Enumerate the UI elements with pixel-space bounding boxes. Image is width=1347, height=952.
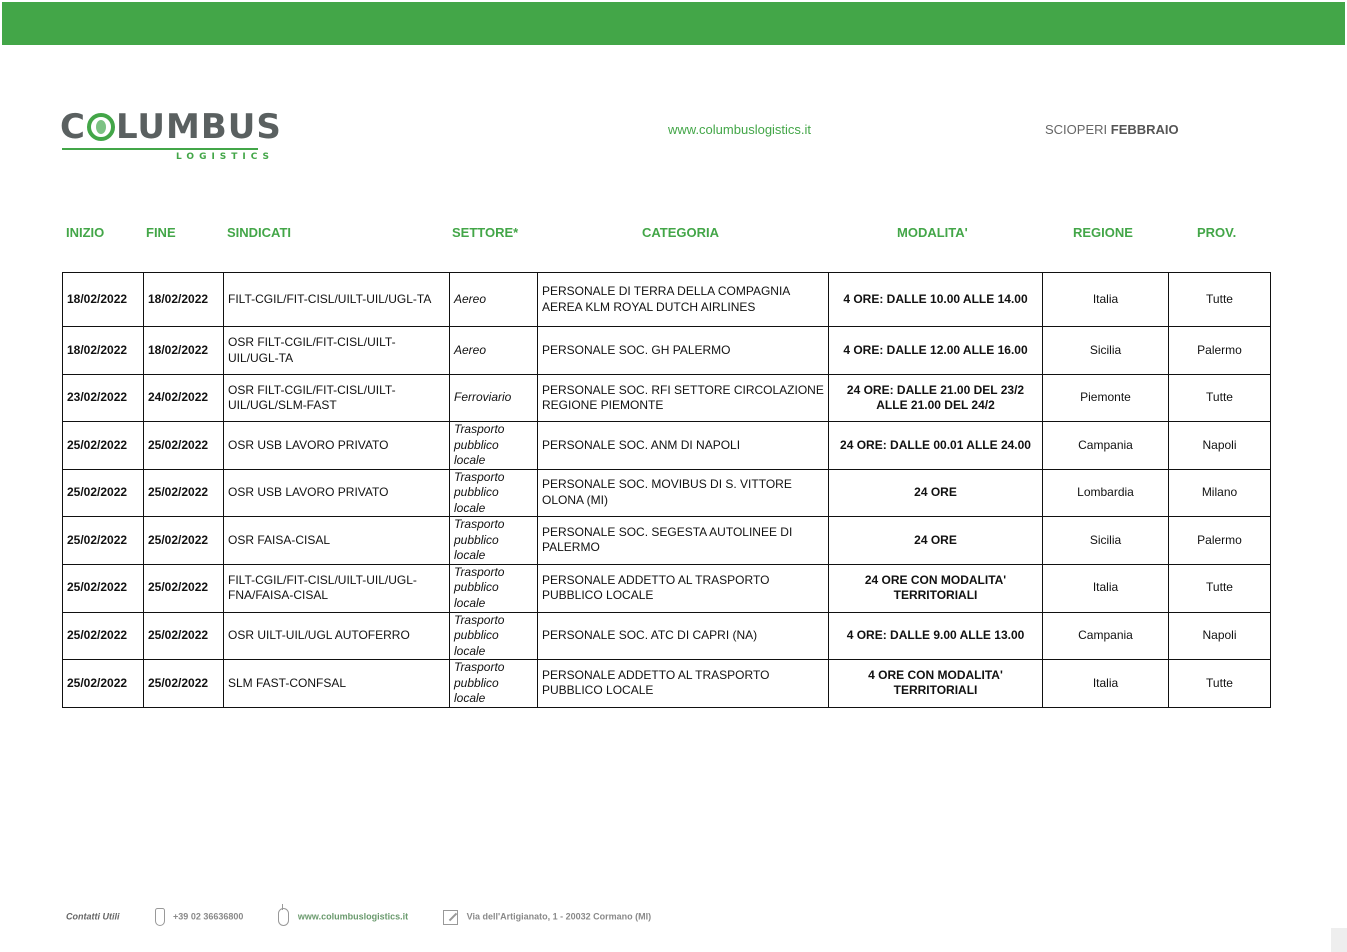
logo-subtitle: LOGISTICS: [176, 152, 275, 162]
cell-regione: Sicilia: [1043, 327, 1169, 375]
cell-sindicati: FILT-CGIL/FIT-CISL/UILT-UIL/UGL-TA: [224, 273, 450, 327]
footer-label: Contatti Utili: [66, 911, 120, 922]
cell-categoria: PERSONALE SOC. RFI SETTORE CIRCOLAZIONE REGIONE PIEMONTE: [538, 375, 829, 422]
cell-prov: Napoli: [1169, 422, 1271, 470]
cell-prov: Tutte: [1169, 660, 1271, 708]
cell-fine: 18/02/2022: [144, 327, 224, 375]
cell-fine: 25/02/2022: [144, 660, 224, 708]
cell-regione: Italia: [1043, 660, 1169, 708]
cell-categoria: PERSONALE SOC. ATC DI CAPRI (NA): [538, 612, 829, 660]
cell-categoria: PERSONALE SOC. GH PALERMO: [538, 327, 829, 375]
column-header-settore: SETTORE*: [452, 225, 519, 240]
cell-prov: Palermo: [1169, 517, 1271, 565]
cell-inizio: 25/02/2022: [63, 469, 144, 517]
cell-prov: Tutte: [1169, 564, 1271, 612]
cell-modalita: 24 ORE: DALLE 21.00 DEL 23/2 ALLE 21.00 DEL 24/2: [829, 375, 1043, 422]
cell-modalita: 4 ORE: DALLE 9.00 ALLE 13.00: [829, 612, 1043, 660]
column-header-prov: PROV.: [1197, 225, 1237, 240]
cell-regione: Italia: [1043, 273, 1169, 327]
cell-sindicati: OSR FILT-CGIL/FIT-CISL/UILT-UIL/UGL-TA: [224, 327, 450, 375]
footer-website[interactable]: www.columbuslogistics.it: [297, 911, 409, 922]
cell-categoria: PERSONALE DI TERRA DELLA COMPAGNIA AEREA KLM ROYAL DUTCH AIRLINES: [538, 273, 829, 327]
table-row: [63, 469, 1271, 517]
cell-modalita: 4 ORE CON MODALITA' TERRITORIALI: [829, 660, 1043, 708]
cell-sindicati: SLM FAST-CONFSAL: [224, 660, 450, 708]
cell-fine: 25/02/2022: [144, 612, 224, 660]
cell-categoria: PERSONALE SOC. MOVIBUS DI S. VITTORE OLONA (MI): [538, 469, 829, 517]
cell-settore: Trasporto pubblico locale: [450, 469, 538, 517]
logo-wordmark: C LUMBUS: [60, 107, 282, 147]
cell-prov: Tutte: [1169, 375, 1271, 422]
cell-sindicati: OSR FAISA-CISAL: [224, 517, 450, 565]
cell-fine: 25/02/2022: [144, 469, 224, 517]
logo-underline: [62, 148, 258, 150]
cell-sindicati: OSR USB LAVORO PRIVATO: [224, 469, 450, 517]
column-header-categoria: CATEGORIA: [642, 225, 720, 240]
cell-inizio: 25/02/2022: [63, 517, 144, 565]
column-header-regione: REGIONE: [1073, 225, 1133, 240]
cell-modalita: 4 ORE: DALLE 12.00 ALLE 16.00: [829, 327, 1043, 375]
cell-regione: Campania: [1043, 612, 1169, 660]
cell-fine: 25/02/2022: [144, 422, 224, 470]
cell-fine: 25/02/2022: [144, 564, 224, 612]
cell-inizio: 25/02/2022: [63, 612, 144, 660]
cell-regione: Piemonte: [1043, 375, 1169, 422]
page-corner: [1331, 928, 1347, 952]
cell-prov: Tutte: [1169, 273, 1271, 327]
cell-modalita: 24 ORE: [829, 517, 1043, 565]
footer-phone[interactable]: +39 02 36636800: [173, 911, 244, 922]
column-header-fine: FINE: [146, 225, 176, 240]
cell-settore: Aereo: [450, 327, 538, 375]
cell-regione: Lombardia: [1043, 469, 1169, 517]
cell-categoria: PERSONALE ADDETTO AL TRASPORTO PUBBLICO LOCALE: [538, 564, 829, 612]
cell-inizio: 25/02/2022: [63, 422, 144, 470]
cell-settore: Trasporto pubblico locale: [450, 564, 538, 612]
footer-contacts: [66, 908, 651, 926]
cell-fine: 25/02/2022: [144, 517, 224, 565]
column-header-modalita: MODALITA': [897, 225, 968, 240]
cell-settore: Trasporto pubblico locale: [450, 660, 538, 708]
edit-icon: [443, 910, 458, 925]
cell-settore: Aereo: [450, 273, 538, 327]
cell-fine: 18/02/2022: [144, 273, 224, 327]
cell-regione: Sicilia: [1043, 517, 1169, 565]
table-row: [63, 517, 1271, 565]
cell-settore: Trasporto pubblico locale: [450, 612, 538, 660]
phone-icon: [155, 908, 165, 926]
cell-inizio: 23/02/2022: [63, 375, 144, 422]
table-row: [63, 612, 1271, 660]
table-row: [63, 660, 1271, 708]
cell-sindicati: OSR FILT-CGIL/FIT-CISL/UILT-UIL/UGL/SLM-FAST: [224, 375, 450, 422]
cell-settore: Ferroviario: [450, 375, 538, 422]
cell-prov: Palermo: [1169, 327, 1271, 375]
cell-inizio: 25/02/2022: [63, 660, 144, 708]
cell-inizio: 25/02/2022: [63, 564, 144, 612]
cell-categoria: PERSONALE ADDETTO AL TRASPORTO PUBBLICO LOCALE: [538, 660, 829, 708]
columbus-logo: [60, 106, 282, 166]
cell-modalita: 24 ORE CON MODALITA' TERRITORIALI: [829, 564, 1043, 612]
cell-categoria: PERSONALE SOC. SEGESTA AUTOLINEE DI PALERMO: [538, 517, 829, 565]
cell-modalita: 24 ORE: DALLE 00.01 ALLE 24.00: [829, 422, 1043, 470]
table-row: [63, 327, 1271, 375]
table-row: [63, 375, 1271, 422]
table-row: [63, 273, 1271, 327]
table-row: [63, 422, 1271, 470]
strikes-table: [62, 272, 1271, 708]
cell-sindicati: FILT-CGIL/FIT-CISL/UILT-UIL/UGL-FNA/FAISA-CISAL: [224, 564, 450, 612]
cell-regione: Italia: [1043, 564, 1169, 612]
cell-categoria: PERSONALE SOC. ANM DI NAPOLI: [538, 422, 829, 470]
cell-modalita: 4 ORE: DALLE 10.00 ALLE 14.00: [829, 273, 1043, 327]
cell-modalita: 24 ORE: [829, 469, 1043, 517]
cell-sindicati: OSR USB LAVORO PRIVATO: [224, 422, 450, 470]
top-banner: [2, 2, 1345, 45]
cell-settore: Trasporto pubblico locale: [450, 422, 538, 470]
footer-address: Via dell'Artigianato, 1 - 20032 Cormano (MI): [466, 911, 652, 922]
cell-inizio: 18/02/2022: [63, 327, 144, 375]
cell-regione: Campania: [1043, 422, 1169, 470]
cell-fine: 24/02/2022: [144, 375, 224, 422]
column-header-sindicati: SINDICATI: [227, 225, 292, 240]
logo-globe-icon: [87, 113, 115, 141]
cell-sindicati: OSR UILT-UIL/UGL AUTOFERRO: [224, 612, 450, 660]
cell-settore: Trasporto pubblico locale: [450, 517, 538, 565]
mouse-icon: [278, 908, 289, 926]
cell-inizio: 18/02/2022: [63, 273, 144, 327]
document-title: SCIOPERI FEBBRAIO: [1045, 122, 1179, 137]
cell-prov: Milano: [1169, 469, 1271, 517]
table-row: [63, 564, 1271, 612]
column-header-inizio: INIZIO: [66, 225, 105, 240]
cell-prov: Napoli: [1169, 612, 1271, 660]
website-link[interactable]: www.columbuslogistics.it: [668, 122, 812, 137]
